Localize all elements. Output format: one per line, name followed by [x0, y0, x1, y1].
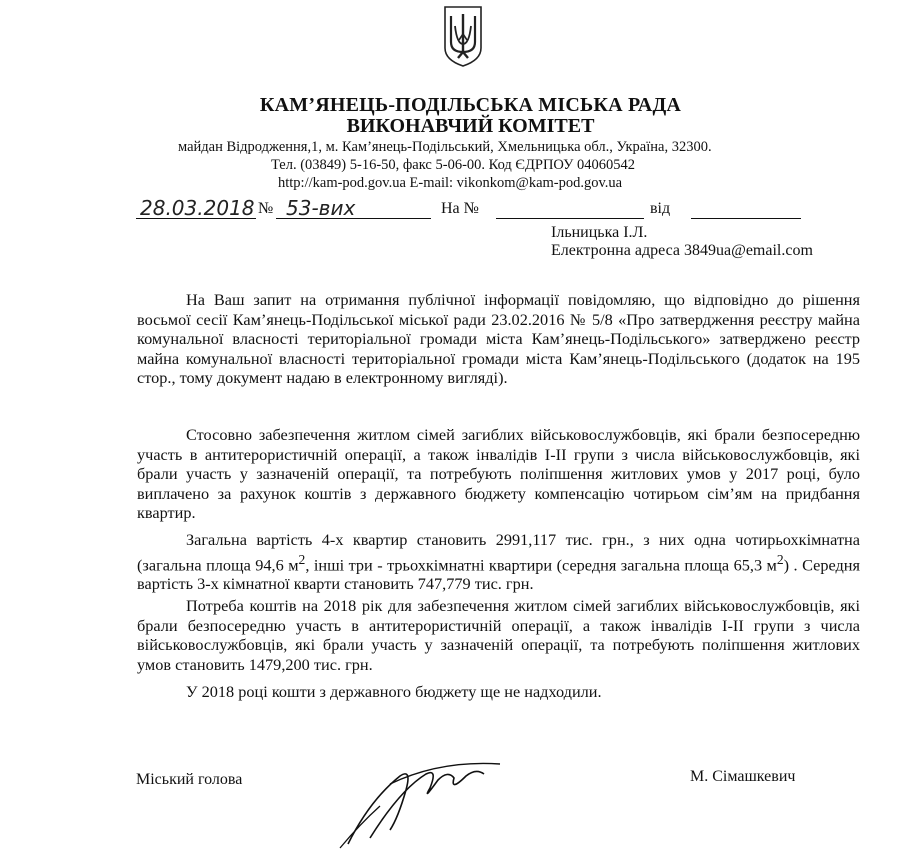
- registration-line: [136, 196, 806, 224]
- org-web: http://kam-pod.gov.ua E-mail: vikonkom@kam-pod.gov.ua: [278, 175, 623, 191]
- org-contacts: Тел. (03849) 5-16-50, факс 5-06-00. Код ЄДРПОУ 04060542: [271, 157, 635, 173]
- registration-number: 53-вих: [286, 196, 356, 220]
- paragraph-3-part-a: Загальна вартість 4-х квартир становить 2991,117 тис. грн., з них одна чотирьохкімнатна (загальна площа 94,6 м: [137, 530, 860, 574]
- reference-underline: [496, 200, 644, 219]
- handwritten-signature: [330, 740, 520, 850]
- org-name: КАМ’ЯНЕЦЬ-ПОДІЛЬСЬКА МІСЬКА РАДА: [259, 94, 682, 116]
- paragraph-3: [137, 530, 860, 594]
- signatory-name: М. Сімашкевич: [690, 768, 796, 785]
- org-address: майдан Відродження,1, м. Кам’янець-Подільський, Хмельницька обл., Україна, 32300.: [178, 139, 712, 155]
- recipient-name: Ільницька І.Л.: [551, 224, 648, 241]
- registration-date: 28.03.2018: [140, 196, 255, 220]
- paragraph-3-part-b: , інші три - трьохкімнатні квартири (середня загальна площа 65,3 м: [305, 554, 777, 574]
- superscript-1: 2: [298, 551, 306, 567]
- registration-no-label: №: [258, 200, 274, 217]
- from-underline: [691, 200, 801, 219]
- reference-label: На №: [441, 200, 479, 217]
- paragraph-4: Потреба коштів на 2018 рік для забезпечення житлом сімей загиблих військовослужбовців, які брали безпосередню участь в антитерористичній операції, а також інвалідів І-ІІ групи з числа військовослужбовців, які брали участь у зазначеній операції, та потребують поліпшення житлових умов становить 1479,200 тис. грн.: [137, 596, 860, 674]
- paragraph-5: У 2018 році кошти з державного бюджету ще не надходили.: [186, 682, 602, 701]
- from-label: від: [650, 200, 671, 217]
- paragraph-2: Стосовно забезпечення житлом сімей загиблих військовослужбовців, які брали безпосередню участь в антитерористичній операції, а також інвалідів І-ІІ групи з числа військовослужбовців, які брали участь у зазначеній операції, та потребують поліпшення житлових умов у 2017 році, було виплачено за рахунок коштів з державного бюджету компенсацію чотирьом сім’ям на придбання квартир.: [137, 425, 860, 522]
- recipient-email: Електронна адреса 3849ua@email.com: [551, 242, 813, 259]
- paragraph-1: На Ваш запит на отримання публічної інформації повідомляю, що відповідно до рішення восьмої сесії Кам’янець-Подільської міської ради 23.02.2016 № 5/8 «Про затвердження реєстру майна комунальної власності територіальної громади міста Кам’янець-Подільського» затверджено реєстр майна комунальної власності територіальної громади міста Кам’янець-Подільського (додаток на 195 стор., тому документ надаю в електронному вигляді).: [137, 290, 860, 387]
- superscript-2: 2: [776, 551, 784, 567]
- paragraph-3-part-c: ) . Середня вартість 3-х кімнатної кварти становить 747,779 тис. грн.: [137, 554, 860, 594]
- trident-emblem-icon: [440, 4, 486, 68]
- org-unit: ВИКОНАВЧИЙ КОМІТЕТ: [346, 115, 595, 137]
- signatory-position: Міський голова: [136, 771, 243, 788]
